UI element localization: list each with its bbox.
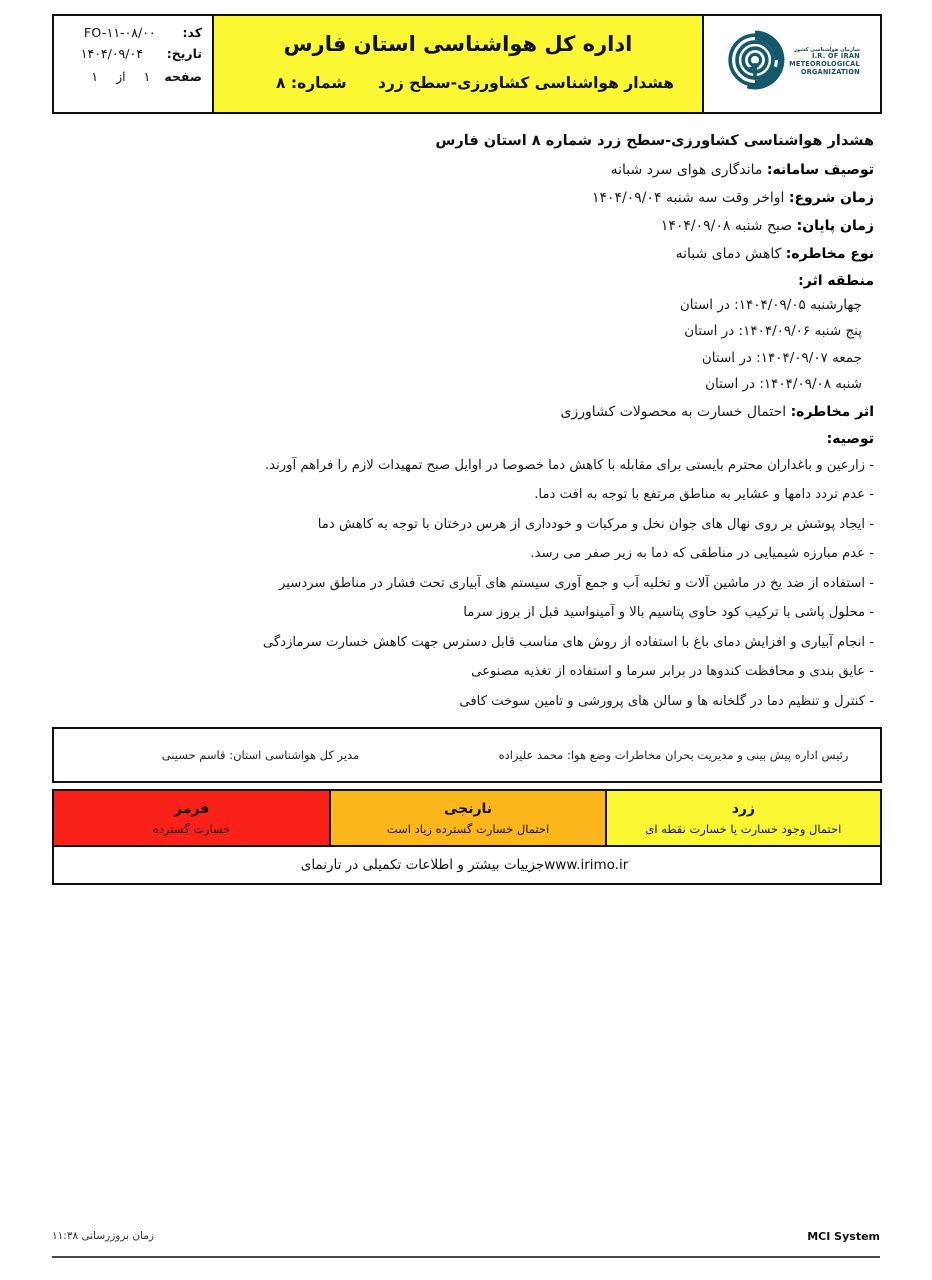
update-time-label: زمان بروزرسانی — [81, 1230, 154, 1242]
logo-fa-line: سازمان هواشناسی کشور — [793, 47, 860, 54]
recommendation-item: - استفاده از ضد یخ در ماشین آلات و تخلیه آب و جمع آوری سیستم های آبیاری تحت فشار در مناطق سردسیر — [279, 575, 874, 591]
legend-note-text: جزییات بیشتر و اطلاعات تکمیلی در تارنمای — [300, 857, 545, 873]
recommendation-item: - ایجاد پوشش بر روی نهال های جوان نخل و مرکبات و خودداری از هرس درختان با توجه به کاهش دما — [317, 516, 874, 532]
meteorological-spiral-icon — [724, 29, 786, 95]
hazard-type-label: نوع مخاطره: — [785, 245, 874, 262]
hazard-type-value: کاهش دمای شبانه — [675, 245, 782, 262]
severity-legend — [52, 789, 882, 847]
code-label: کد: — [182, 25, 202, 40]
system-description-label: توصیف سامانه: — [766, 162, 874, 178]
affected-zone-item: چهارشنبه ۱۴۰۴/۰۹/۰۵: در استان — [679, 296, 862, 313]
recommendation-item: - عدم مبارزه شیمیایی در مناطقی که دما به زیر صفر می رسد. — [530, 546, 874, 562]
meta-code-row — [64, 25, 202, 40]
hazard-impact-value: احتمال خسارت به محصولات کشاورزی — [560, 403, 787, 420]
legend-cell-orange — [329, 791, 604, 845]
recommendation-item: - عایق بندی و محافظت کندوها در برابر سرما و استفاده از تغذیه مصنوعی — [471, 664, 874, 680]
affected-zone-item: جمعه ۱۴۰۴/۰۹/۰۷: در استان — [701, 349, 862, 366]
organization-logo — [702, 16, 880, 112]
meta-page-row — [64, 67, 202, 84]
signature-box — [52, 727, 882, 783]
affected-zone-item: شنبه ۱۴۰۴/۰۹/۰۸: در استان — [705, 376, 862, 393]
warning-body — [52, 133, 880, 722]
organization-title: اداره کل هواشناسی استان فارس — [283, 32, 633, 56]
warning-subtitle-row — [236, 74, 680, 92]
legend-name-yellow: زرد — [731, 800, 755, 817]
legend-name-red: قرمز — [174, 800, 210, 817]
recommendation-label: توصیه: — [826, 430, 874, 447]
logo-en-line-1: I.R. OF IRAN — [811, 52, 860, 61]
page-current: ۱ — [143, 69, 151, 84]
legend-note — [52, 847, 882, 885]
end-time-label: زمان پایان: — [796, 217, 874, 234]
system-name: MCI System — [807, 1230, 880, 1243]
end-time-line — [52, 217, 880, 236]
warning-headline: هشدار هواشناسی کشاورزی-سطح زرد شماره ۸ استان فارس — [435, 133, 874, 149]
recommendation-item: - عدم تردد دامها و عشایر به مناطق مرتفع با توجه به افت دما. — [534, 487, 874, 503]
start-time-label: زمان شروع: — [788, 189, 874, 206]
legend-cell-red — [54, 791, 329, 845]
header-meta-block — [54, 16, 212, 112]
recommendation-item: - زارعین و باغداران محترم بایستی برای مقابله با کاهش دما خصوصا در اوایل صبح تمهیدات لازم را فراهم آورند. — [264, 457, 874, 473]
meta-date-row — [64, 46, 202, 61]
page-of-label: از — [116, 69, 126, 84]
irimo-website-link[interactable]: www.irimo.ir — [544, 857, 629, 873]
code-value: FO-۱۱-۰۸/۰۰ — [83, 25, 156, 40]
warning-number — [236, 74, 347, 92]
logo-text-block — [789, 47, 860, 76]
end-time-value: صبح شنبه ۱۴۰۴/۰۹/۰۸ — [660, 217, 793, 234]
recommendation-item: - انجام آبیاری و افزایش دمای باغ با استفاده از روش های مناسب قابل دسترس جهت کاهش خسارت سرمازدگی — [262, 634, 874, 650]
affected-zone-item: پنج شنبه ۱۴۰۴/۰۹/۰۶: در استان — [684, 323, 862, 340]
logo-en-line-3: ORGANIZATION — [800, 67, 860, 76]
legend-cell-yellow — [605, 791, 880, 845]
start-time-value: اواخر وقت سه شنبه ۱۴۰۴/۰۹/۰۴ — [591, 189, 785, 206]
document-header — [52, 14, 882, 114]
warning-number-value: ۸ — [276, 74, 286, 92]
header-title-block — [212, 16, 702, 112]
signature-forecast-chief: رئیس اداره پیش بینی و مدیریت بحران مخاطرات وضع هوا: محمد علیزاده — [498, 748, 849, 762]
date-label: تاریخ: — [166, 46, 202, 61]
update-time-block — [52, 1230, 154, 1242]
warning-type-label: هشدار هواشناسی کشاورزی-سطح زرد — [377, 74, 674, 92]
hazard-impact-label: اثر مخاطره: — [790, 403, 874, 420]
legend-desc-orange: احتمال خسارت گسترده زیاد است — [386, 821, 550, 836]
legend-name-orange: نارنجی — [443, 800, 493, 817]
legend-desc-red: خسارت گسترده — [152, 821, 231, 836]
page-total: ۱ — [91, 69, 99, 84]
update-time-value: ۱۱:۳۸ — [52, 1230, 79, 1242]
system-description-value: ماندگاری هوای سرد شبانه — [610, 162, 763, 178]
affected-zone-label: منطقه اثر: — [798, 272, 874, 289]
warning-number-label: شماره: — [290, 74, 347, 92]
recommendation-item: - محلول پاشی با ترکیب کود حاوی پتاسیم بالا و آمینواسید قبل از بروز سرما — [463, 605, 874, 621]
signature-director-general: مدیر کل هواشناسی استان: قاسم حسینی — [161, 748, 360, 762]
logo-en-line-2: METEOROLOGICAL — [789, 60, 860, 69]
hazard-type-line — [52, 245, 880, 264]
recommendation-item: - کنترل و تنظیم دما در گلخانه ها و سالن های پرورشی و تامین سوخت کافی — [459, 693, 874, 709]
date-value: ۱۴۰۴/۰۹/۰۴ — [80, 46, 143, 61]
document-footer — [52, 1230, 880, 1258]
system-description-line — [52, 161, 880, 180]
hazard-impact-line — [52, 403, 880, 422]
page-label: صفحه — [164, 69, 202, 84]
legend-desc-yellow: احتمال وجود خسارت یا خسارت نقطه ای — [645, 821, 842, 836]
start-time-line — [52, 189, 880, 208]
